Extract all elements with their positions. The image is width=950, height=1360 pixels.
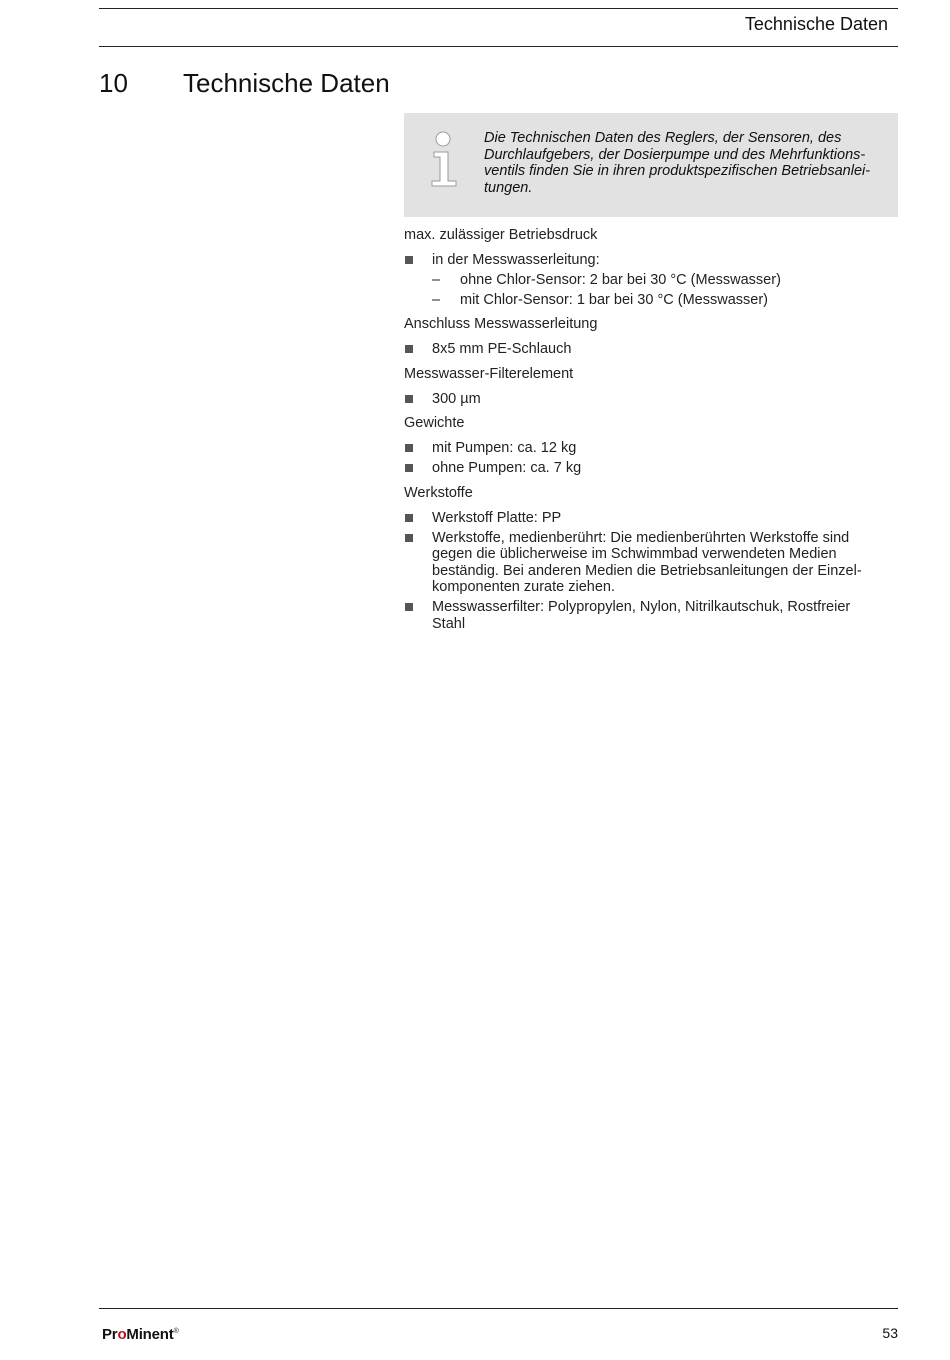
section-label-connection: Anschluss Messwasserleitung bbox=[404, 316, 598, 332]
list-item: ohne Pumpen: ca. 7 kg bbox=[404, 460, 884, 477]
chapter-title: Technische Daten bbox=[183, 68, 390, 98]
sub-list-item: – ohne Chlor-Sensor: 2 bar bei 30 °C (Messwasser) bbox=[432, 272, 884, 289]
list-item-line: Messwasserfilter: Polypropylen, Nylon, Nitrilkautschuk, Rostfreier bbox=[432, 599, 851, 615]
list-item: 300 µm bbox=[404, 391, 884, 408]
section-label-operating-pressure: max. zulässiger Betriebsdruck bbox=[404, 227, 598, 243]
sub-list-item: – mit Chlor-Sensor: 1 bar bei 30 °C (Messwasser) bbox=[432, 292, 884, 309]
list-item bbox=[404, 252, 884, 308]
list-item bbox=[404, 510, 884, 527]
info-note-line: Durchlaufgebers, der Dosierpumpe und des Mehrfunktions- bbox=[484, 146, 866, 163]
connection-list bbox=[404, 341, 884, 358]
logo-text-minent: Minent bbox=[126, 1326, 174, 1343]
list-item bbox=[404, 599, 884, 632]
logo-text-o: o bbox=[117, 1326, 127, 1343]
info-note-line: tungen. bbox=[484, 179, 533, 196]
footer-rule bbox=[99, 1308, 898, 1309]
section-label-weights: Gewichte bbox=[404, 415, 465, 431]
list-item-line: Stahl bbox=[432, 615, 466, 632]
logo-text-pr: Pr bbox=[102, 1326, 118, 1343]
info-box bbox=[404, 113, 898, 217]
list-item-line: komponenten zurate ziehen. bbox=[432, 579, 615, 595]
list-item bbox=[404, 530, 884, 596]
weights-list bbox=[404, 440, 884, 477]
list-item-text: in der Messwasserleitung: bbox=[432, 252, 600, 268]
chapter-heading bbox=[99, 68, 390, 99]
info-icon bbox=[428, 131, 462, 189]
logo-registered-mark: ® bbox=[173, 1328, 179, 1335]
header-bottom-rule bbox=[99, 46, 898, 47]
info-note-line: Die Technischen Daten des Reglers, der Sensoren, des bbox=[484, 130, 842, 146]
materials-list bbox=[404, 510, 884, 633]
prominent-logo bbox=[102, 1326, 179, 1343]
operating-pressure-list bbox=[404, 252, 884, 308]
technical-data-content bbox=[404, 226, 884, 639]
info-note bbox=[484, 130, 884, 196]
list-item: 8x5 mm PE-Schlauch bbox=[404, 341, 884, 358]
filter-element-list bbox=[404, 391, 884, 408]
running-header-title: Technische Daten bbox=[744, 14, 888, 34]
list-item: mit Pumpen: ca. 12 kg bbox=[404, 440, 884, 457]
section-label-materials: Werkstoffe bbox=[404, 484, 473, 501]
sub-list bbox=[432, 272, 884, 309]
chapter-number: 10 bbox=[99, 68, 128, 98]
page-number: 53 bbox=[882, 1325, 898, 1341]
list-item-line: beständig. Bei anderen Medien die Betriebsanleitungen der Einzel- bbox=[432, 562, 862, 579]
header-top-rule bbox=[99, 8, 898, 9]
list-item-line: Werkstoff Platte: PP bbox=[432, 509, 562, 526]
section-label-filter-element: Messwasser-Filterelement bbox=[404, 365, 574, 382]
list-item-line: gegen die üblicherweise im Schwimmbad verwendeten Medien bbox=[432, 546, 837, 562]
info-note-line: ventils finden Sie in ihren produktspezifischen Betriebsanlei- bbox=[484, 163, 871, 179]
list-item-line: Werkstoffe, medienberührt: Die medienberührten Werkstoffe sind bbox=[432, 529, 850, 546]
